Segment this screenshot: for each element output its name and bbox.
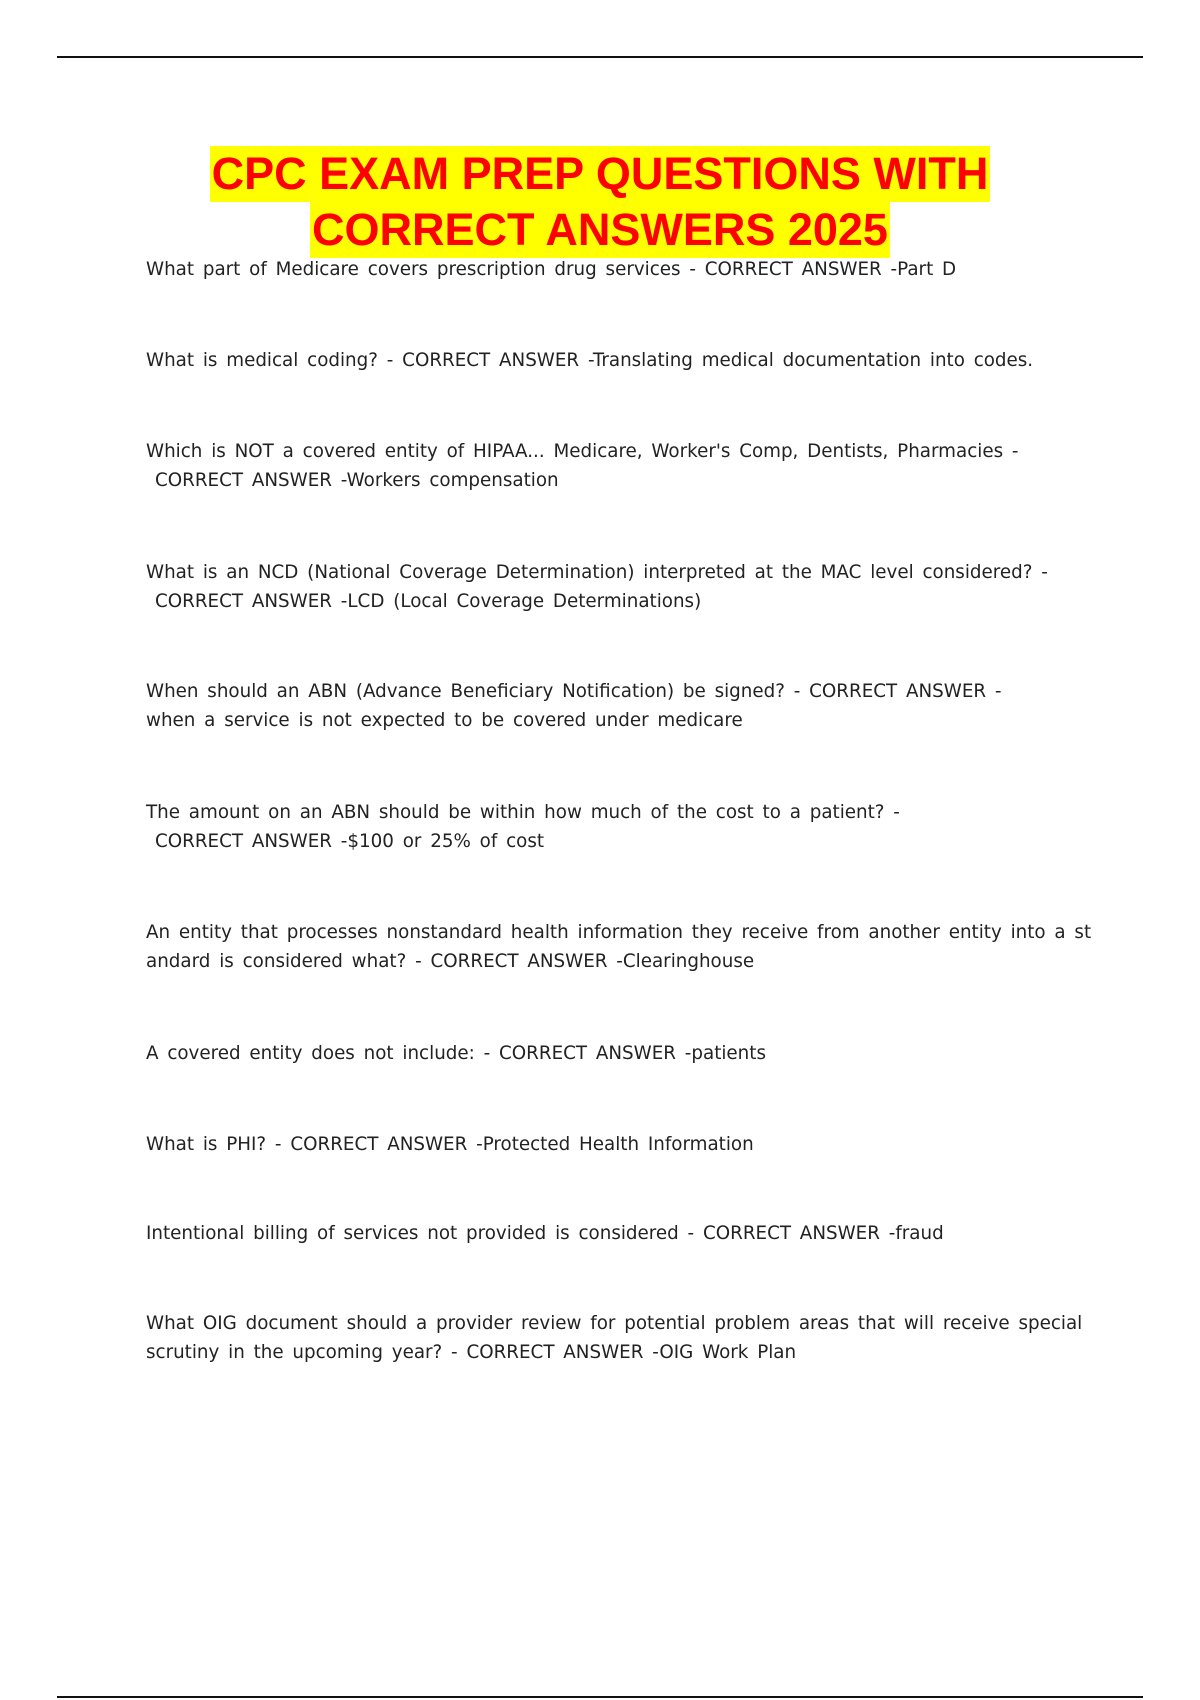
- qa-line: scrutiny in the upcoming year? - CORRECT ANSWER -OIG Work Plan: [146, 1342, 797, 1363]
- qa-line: CORRECT ANSWER -Workers compensation: [155, 470, 559, 491]
- qa-line: CORRECT ANSWER -$100 or 25% of cost: [155, 831, 545, 852]
- qa-item: [146, 558, 1091, 616]
- qa-item: [146, 346, 1091, 375]
- bottom-rule: [57, 1696, 1143, 1698]
- qa-line: When should an ABN (Advance Beneficiary Notification) be signed? - CORRECT ANSWER -: [146, 681, 1002, 702]
- top-rule: [57, 56, 1143, 58]
- qa-line: What is an NCD (National Coverage Determination) interpreted at the MAC level considered? -: [146, 562, 1048, 583]
- qa-line: Intentional billing of services not provided is considered - CORRECT ANSWER -fraud: [146, 1223, 944, 1244]
- qa-item: [146, 437, 1091, 495]
- qa-line: What part of Medicare covers prescription drug services - CORRECT ANSWER -Part D: [146, 259, 957, 280]
- qa-line: What is medical coding? - CORRECT ANSWER -Translating medical documentation into codes.: [146, 350, 1034, 371]
- qa-line: An entity that processes nonstandard health information they receive from another entity into a st: [146, 922, 1092, 943]
- qa-line: What is PHI? - CORRECT ANSWER -Protected Health Information: [146, 1134, 754, 1155]
- qa-line: A covered entity does not include: - CORRECT ANSWER -patients: [146, 1043, 766, 1064]
- qa-line: What OIG document should a provider review for potential problem areas that will receive special: [146, 1313, 1083, 1334]
- qa-line: CORRECT ANSWER -LCD (Local Coverage Determinations): [155, 591, 702, 612]
- title-line-2: CORRECT ANSWERS 2025: [310, 202, 890, 258]
- qa-item: [146, 1309, 1091, 1367]
- qa-line: andard is considered what? - CORRECT ANSWER -Clearinghouse: [146, 951, 755, 972]
- qa-item: [146, 255, 1091, 284]
- qa-item: [146, 677, 1091, 735]
- qa-item: [146, 1130, 1091, 1159]
- qa-item: [146, 918, 1091, 976]
- qa-line: The amount on an ABN should be within how much of the cost to a patient? -: [146, 802, 900, 823]
- qa-item: [146, 1219, 1091, 1248]
- qa-item: [146, 1039, 1091, 1068]
- qa-line: Which is NOT a covered entity of HIPAA... Medicare, Worker's Comp, Dentists, Pharmacies -: [146, 441, 1019, 462]
- document-title: [57, 146, 1143, 258]
- qa-line: when a service is not expected to be covered under medicare: [146, 710, 743, 731]
- title-line-1: CPC EXAM PREP QUESTIONS WITH: [210, 146, 991, 202]
- qa-item: [146, 798, 1091, 856]
